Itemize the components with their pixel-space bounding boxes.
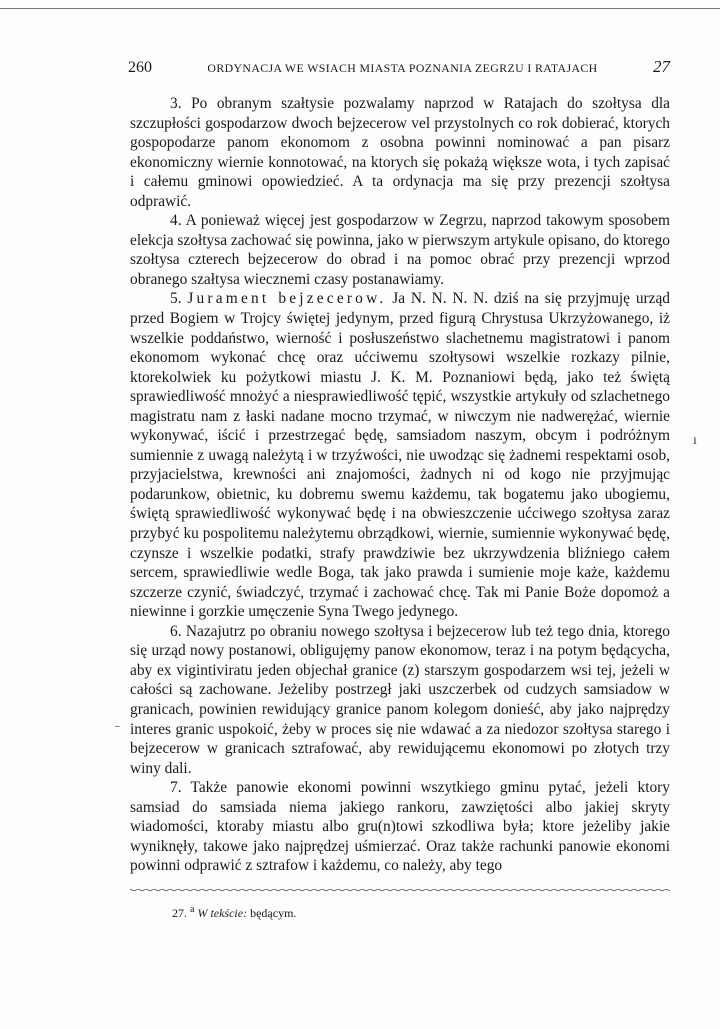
text-line: opisano, do ktorego szołtysa czterech bejzecerow do obrad i na pomoc obrać (130, 231, 670, 269)
text-line: żowanego, iż wszelkie poddaństwo, wierność i posłuszeństwo slachetnemu ma (130, 310, 670, 347)
text-line: wiadomości, ktoraby miastu albo gru(n)towi szkodliwa była; ktore jeżeliby (130, 818, 632, 836)
text-line: Boże dopomoż a niewinne i gorzkie umęczenie Syna Twego jedynego. (130, 583, 670, 621)
text-line: sposobem elekcja szołtysa zachować się powinna, jako w pierwszym artykule (130, 212, 670, 249)
text-line: sze wota, i tych zapisać i całemu gminowi opowiedzieć. A ta ordynacja ma (130, 153, 670, 191)
text-line: przy prezencji wprzod obranego szałtysa wiecznemi czasy postanawiamy. (130, 251, 670, 288)
paragraph-number: 5. (170, 290, 188, 308)
paragraph-p7 (130, 778, 670, 876)
text-line: czerbek od cudzych samsiadow w granicach, powinien rewidujący granice pa (130, 681, 671, 718)
text-line: kie rozkazy pilnie, ktorekolwiek ku pożytkowi miastu J. K. M. Poznaniowi (130, 349, 670, 386)
footnote-mark: a (190, 904, 195, 915)
text-line: sztrafować, aby rewidującemu ekonomowi po złotych trzy winy dali. (130, 740, 670, 777)
text-line: nie uwodząc się żadnemi respektami osob, przyjacielstwa, krewności ani zna (130, 446, 670, 484)
text-line: w niwczym nie nadwerężać, wiernie wykonywać, iścić i przestrzegać będę, sam (130, 407, 670, 445)
footnote-label: W tekście: (197, 906, 248, 920)
paragraph-p4 (130, 211, 670, 289)
text-line: nowie ekonomi powinni odprawić z sztrafow i każdemu, co należy, aby tego (130, 837, 670, 875)
footnote-rule (130, 888, 670, 892)
text-line: nom kolegom donieść, aby jako najprędzy interes granic uspokoić, żeby w pro (130, 700, 670, 738)
text-line: gistratowi i panom ekonomom wykonać chcę oraz ućciwemu szołtysowi wszel (130, 329, 670, 367)
text-line: urząd przed Bogiem w Trojcy świętej jedynym, przed figurą Chrystusa Ukrzy (130, 290, 670, 328)
text-line: 3. Po obranym szałtysie pozwalamy naprzod w Ratajach do szołtysa dla (170, 95, 670, 112)
footnote-text: będącym. (250, 906, 297, 920)
text-line: spolitemu należytemu obrządkowi, wiernie, sumiennie wykonywać będę, czyn (130, 525, 670, 562)
footnote (172, 904, 296, 921)
running-title: ORDYNACJA WE WSIACH MIASTA POZNANIA ZEGRZU I RATAJACH (207, 61, 598, 75)
page-body (130, 94, 670, 876)
text-line: jakie wyniknęły, takowe jako najprędzej uśmierzać. Oraz także rachunki pa (130, 818, 670, 855)
text-line: bremu swemu każdemu, tak bogatemu jako ubogiemu, świętą sprawiedliwość (130, 485, 670, 523)
text-fragment: Ja N. N. N. N. dziś na się przyjmuję (386, 290, 631, 308)
text-line: każdemu szczerze czynić, świadczyć, trzymać i zachować chcę. Tak mi Panie (130, 564, 670, 601)
text-line: 6. Nazajutrz po obraniu nowego szołtysa i bejzecerow lub też tego dnia, (170, 622, 619, 640)
text-line: ktorego się urząd nowy postanowi, obligujęmy panow ekonomow, teraz i na (130, 622, 670, 660)
column-number: 27 (652, 57, 670, 76)
paragraph-p5 (130, 289, 670, 621)
page-number: 260 (128, 59, 152, 76)
top-rule (0, 8, 720, 9)
text-line: kie artykuły od szlachetnego magistratu nam z łaski nadane mocno trzymać, (130, 388, 670, 425)
paragraph-p3 (130, 94, 670, 211)
text-line: ces się nie wdawać a za niedozor szołtysa starego i bejzecerow w granicach (130, 720, 670, 758)
text-line: się przy prezencji szołtysa odprawić. (130, 173, 670, 210)
paragraph-p6 (130, 622, 670, 778)
text-line: sze i wszelkie podatki, strafy prawdziwie bez ukrzywdzenia bliźniego całem (159, 544, 670, 562)
margin-mark: ı (693, 433, 697, 448)
margin-mark: ˍ (115, 714, 120, 729)
text-line: będą, jako też świętą sprawiedliwość mnożyć a niesprawiedliwość tępić, wszyst (130, 368, 671, 406)
section-heading: Jurament bejzecerow. (187, 290, 387, 308)
text-line: potym będącycha, aby ex vigintiviratu jeden objechał granice (z) starszym go (130, 642, 670, 679)
text-line: a pan pisarz ekonomiczny wiernie konnotować, na ktorych się pokażą więk (130, 134, 670, 171)
text-line: rać, ktorych gospopodarze panom ekonomom z osobna powinni nominować (130, 114, 670, 152)
text-line: 4. A ponieważ więcej jest gospodarzow w Zegrzu, naprzod takowym (170, 212, 604, 230)
running-header (128, 57, 670, 77)
text-line: siadom naszym, obcym i podróżnym sumiennie z uwagą należytą i w trzyźwości, (130, 427, 670, 464)
text-line: 7. Także panowie ekonomi powinni wszytkiego gminu pytać, jeżeli ktory (170, 779, 670, 797)
text-line: samsiad do samsiada niema jakiego rankoru, zawziętości albo jakiej skryty (130, 798, 670, 816)
text-line: spodarzem wsi tej, jeżeli w całości są zachowane. Jeżeliby postrzegł jaki usz (130, 661, 670, 699)
text-line: wykonywać będę i na obwieszczenie ućciwego szołtysa zaraz przybyć ku po (130, 505, 670, 543)
text-line: jomości, żadnych ni od kogo nie przyjmując podarunkow, obietnic, ku do (130, 466, 670, 503)
footnote-number: 27. (172, 906, 187, 920)
text-line: szczupłości gospodarzow dwoch bejzecerow vel przystolnych co rok dobie (130, 114, 597, 132)
text-line: sercem, sprawiedliwie wedle Boga, tak jako prawda i sumienie moje każe, (130, 564, 609, 582)
